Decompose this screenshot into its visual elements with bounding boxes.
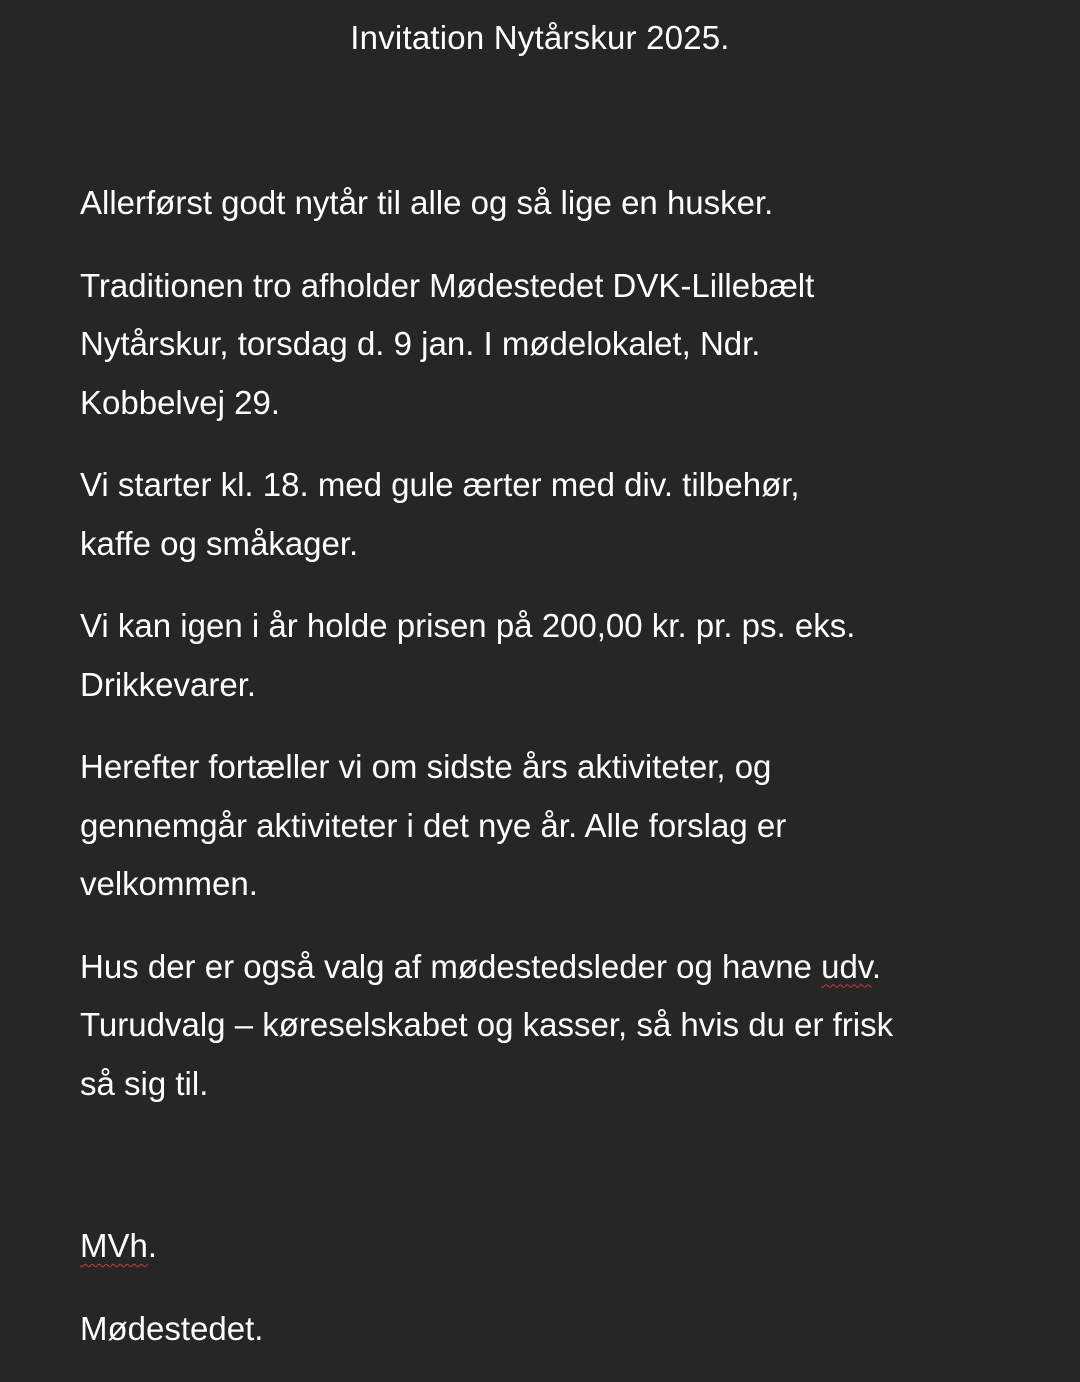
text-line: [80, 938, 1040, 997]
document-body: [80, 174, 1040, 1382]
text-segment: Hus der er også valg af mødestedsleder og havne: [80, 947, 822, 985]
text-line: Turudvalg – køreselskabet og kasser, så hvis du er frisk: [80, 1006, 894, 1043]
text-line: Allerførst godt nytår til alle og så lige en husker.: [80, 184, 774, 221]
text-line: Traditionen tro afholder Mødestedet DVK-Lillebælt: [80, 266, 815, 304]
closing-greeting: [80, 1217, 1040, 1276]
text-line: så sig til.: [80, 1064, 209, 1102]
signature: [80, 1300, 1040, 1359]
text-line: [80, 1217, 1040, 1276]
paragraph-menu: [80, 456, 1040, 573]
paragraph-price: [80, 597, 1040, 714]
text-line: Herefter fortæller vi om sidste års aktiviteter, og: [80, 748, 772, 785]
blank-space: [80, 1137, 1040, 1217]
text-line: Vi starter kl. 18. med gule ærter med div. tilbehør,: [80, 466, 800, 503]
text-segment: .: [871, 947, 882, 985]
text-line: gennemgår aktiviteter i det nye år. Alle forslag er: [80, 806, 787, 844]
paragraph-elections: [80, 938, 1040, 1114]
text-line: Vi kan igen i år holde prisen på 200,00 kr. pr. ps. eks.: [80, 607, 856, 644]
text-line: Kobbelvej 29.: [80, 383, 280, 421]
text-line: Drikkevarer.: [80, 665, 257, 703]
spelling-flagged-word[interactable]: udv: [821, 947, 872, 985]
text-line: Nytårskur, torsdag d. 9 jan. I mødelokalet, Ndr.: [80, 325, 761, 362]
text-line: velkommen.: [80, 865, 258, 902]
paragraph-event-info: [80, 257, 1040, 433]
paragraph-activities: [80, 738, 1040, 914]
signature-text: Mødestedet.: [80, 1309, 264, 1347]
text-line: kaffe og småkager.: [80, 524, 359, 562]
document-title: Invitation Nytårskur 2025.: [350, 19, 730, 56]
text-segment: .: [147, 1227, 158, 1264]
paragraph-greeting: [80, 174, 1040, 233]
spelling-flagged-word[interactable]: MVh: [80, 1227, 148, 1264]
